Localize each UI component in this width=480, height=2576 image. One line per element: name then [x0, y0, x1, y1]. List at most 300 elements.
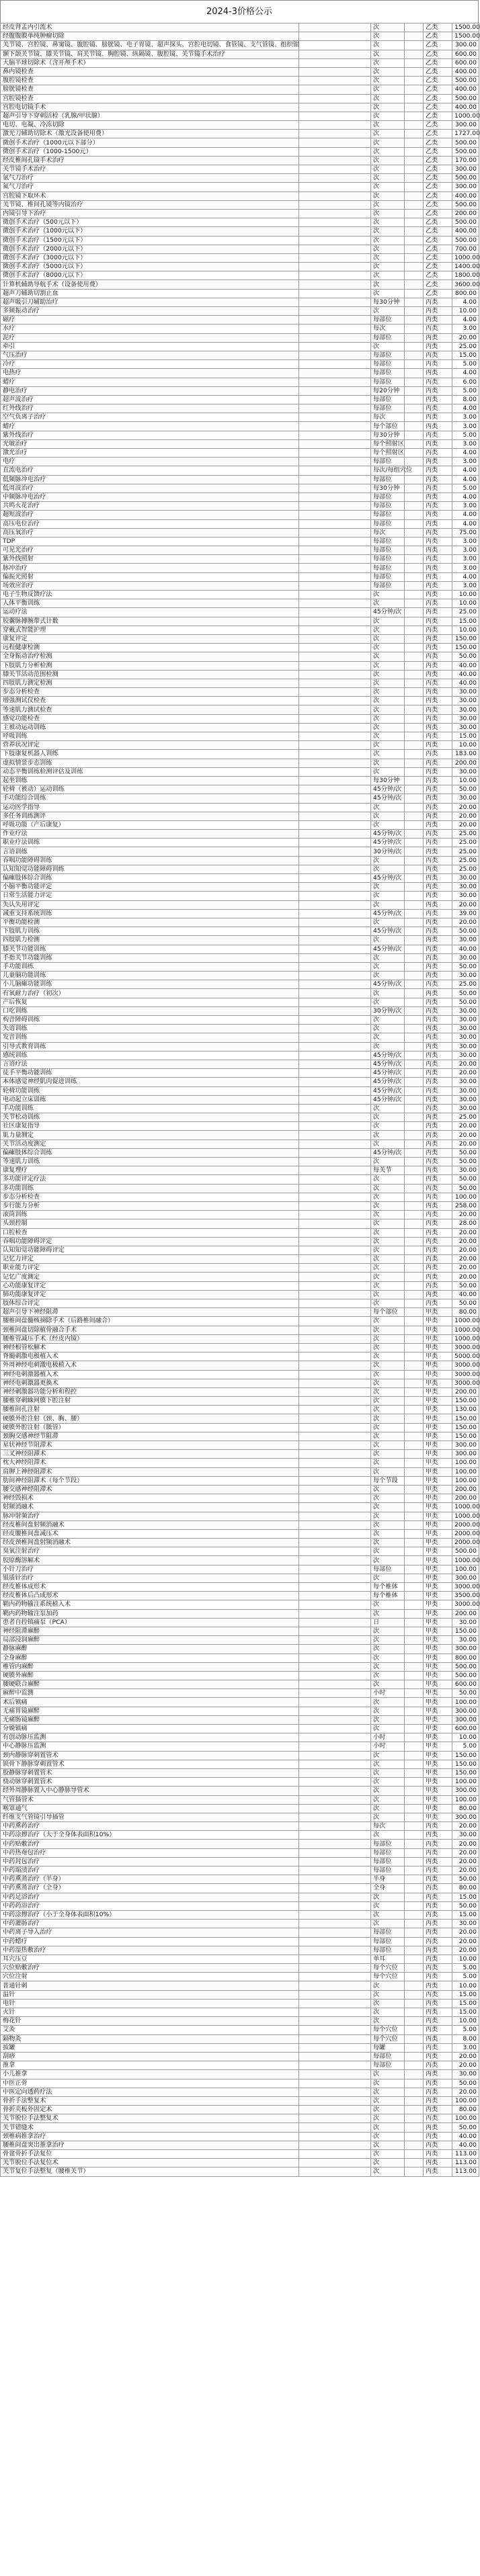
price-cell: 3000.00 [452, 1370, 479, 1379]
unit-cell: 次 [371, 1680, 405, 1689]
category-cell: 丙类 [424, 1025, 452, 1033]
item-name-cell: 关节脱位手法复位术 [1, 2159, 299, 2167]
table-row [1, 1193, 479, 1201]
spacer-cell [405, 1193, 424, 1201]
category-cell: 丙类 [424, 1264, 452, 1273]
item-note-cell [299, 1725, 371, 1733]
price-cell: 50.00 [452, 1689, 479, 1698]
price-cell: 30.00 [452, 1618, 479, 1627]
table-row [1, 103, 479, 112]
item-note-cell [299, 1866, 371, 1875]
spacer-cell [405, 395, 424, 404]
table-row [1, 1051, 479, 1060]
unit-cell: 45分钟/次 [371, 785, 405, 794]
price-cell: 25.00 [452, 856, 479, 865]
item-note-cell [299, 847, 371, 856]
item-name-cell: 宫腔电切镜手术 [1, 103, 299, 112]
price-cell: 300.00 [452, 1645, 479, 1654]
unit-cell: 次 [371, 1211, 405, 1219]
item-name-cell: 中药涂擦治疗（大于全身体表面积10%） [1, 1831, 299, 1840]
item-note-cell [299, 1671, 371, 1680]
unit-cell: 次 [371, 1131, 405, 1140]
spacer-cell [405, 1476, 424, 1485]
spacer-cell [405, 1742, 424, 1751]
category-cell: 丙类 [424, 1946, 452, 1955]
item-name-cell: 中药足浴治疗 [1, 1893, 299, 1901]
unit-cell: 次 [371, 1184, 405, 1193]
unit-cell: 每个穴位 [371, 2026, 405, 2034]
item-note-cell [299, 776, 371, 785]
item-name-cell: 平衡功能检测 [1, 918, 299, 927]
item-note-cell [299, 874, 371, 883]
spacer-cell [405, 1831, 424, 1840]
category-cell: 丙类 [424, 1069, 452, 1078]
spacer-cell [405, 989, 424, 998]
table-row [1, 1334, 479, 1343]
category-cell: 丙类 [424, 1148, 452, 1157]
item-name-cell: 场效应治疗 [1, 581, 299, 590]
spacer-cell [405, 492, 424, 501]
table-row [1, 1822, 479, 1831]
spacer-cell [405, 41, 424, 50]
table-row [1, 2159, 479, 2167]
price-cell: 20.00 [452, 2088, 479, 2096]
table-row [1, 1122, 479, 1131]
unit-cell: 次 [371, 918, 405, 927]
unit-cell: 次 [371, 1281, 405, 1290]
item-name-cell: 鼻内镜检查 [1, 67, 299, 76]
table-row [1, 741, 479, 750]
item-name-cell: 增强测试仪检查 [1, 697, 299, 705]
unit-cell: 30分钟/次 [371, 1006, 405, 1015]
spacer-cell [405, 892, 424, 900]
price-cell: 40.00 [452, 679, 479, 687]
item-note-cell [299, 333, 371, 342]
table-row [1, 351, 479, 359]
price-cell: 10.00 [452, 2017, 479, 2026]
category-cell: 甲类 [424, 1423, 452, 1432]
item-note-cell [299, 1264, 371, 1273]
unit-cell: 次 [371, 94, 405, 103]
item-name-cell: 无痛肠镜麻醉 [1, 1715, 299, 1724]
category-cell: 甲类 [424, 1308, 452, 1317]
spacer-cell [405, 77, 424, 85]
spacer-cell [405, 1857, 424, 1866]
unit-cell: 次 [371, 209, 405, 218]
category-cell: 丙类 [424, 2026, 452, 2034]
unit-cell: 次 [371, 271, 405, 280]
item-name-cell: 言语疗法 [1, 1060, 299, 1068]
category-cell: 丙类 [424, 626, 452, 634]
category-cell: 丙类 [424, 351, 452, 359]
price-cell: 30.00 [452, 723, 479, 732]
table-row [1, 1999, 479, 2008]
price-cell: 30.00 [452, 1006, 479, 1015]
spacer-cell [405, 1866, 424, 1875]
item-name-cell: 感觉功能检查 [1, 714, 299, 723]
price-cell: 3.00 [452, 581, 479, 590]
item-note-cell [299, 1627, 371, 1635]
price-cell: 150.00 [452, 1397, 479, 1406]
spacer-cell [405, 1406, 424, 1414]
unit-cell: 次 [371, 883, 405, 892]
item-name-cell: 牵引 [1, 342, 299, 351]
category-cell: 丙类 [424, 2159, 452, 2167]
table-row [1, 599, 479, 608]
price-cell: 3000.00 [452, 1600, 479, 1609]
unit-cell: 每部位 [371, 511, 405, 519]
category-cell: 丙类 [424, 484, 452, 492]
category-cell: 丙类 [424, 1910, 452, 1919]
category-cell: 丙类 [424, 422, 452, 431]
price-cell: 113.00 [452, 2150, 479, 2159]
category-cell: 丙类 [424, 1237, 452, 1246]
table-row [1, 591, 479, 599]
item-note-cell [299, 2141, 371, 2149]
spacer-cell [405, 1228, 424, 1237]
item-note-cell [299, 209, 371, 218]
category-cell: 丙类 [424, 909, 452, 918]
unit-cell: 次 [371, 1795, 405, 1804]
table-row [1, 1379, 479, 1387]
item-note-cell [299, 1281, 371, 1290]
price-cell: 20.00 [452, 1069, 479, 1078]
category-cell: 丙类 [424, 759, 452, 767]
table-row [1, 1450, 479, 1459]
item-note-cell [299, 1733, 371, 1742]
category-cell: 甲类 [424, 1795, 452, 1804]
item-note-cell [299, 1334, 371, 1343]
item-name-cell: 颞下颌关节镜、膝关节镜、肩关节镜、胸腔镜、纵隔镜、腹腔镜、关节镜手术治疗 [1, 50, 299, 58]
price-cell: 100.00 [452, 1698, 479, 1707]
item-note-cell [299, 1751, 371, 1760]
item-note-cell [299, 2034, 371, 2043]
unit-cell: 次 [371, 989, 405, 998]
item-note-cell [299, 1078, 371, 1086]
unit-cell: 次 [371, 1353, 405, 1361]
spacer-cell [405, 1237, 424, 1246]
table-row [1, 1857, 479, 1866]
table-row [1, 147, 479, 156]
price-cell: 3.00 [452, 413, 479, 422]
spacer-cell [405, 1343, 424, 1352]
spacer-cell [405, 1751, 424, 1760]
spacer-cell [405, 1494, 424, 1503]
item-name-cell: 运动医学指导 [1, 803, 299, 812]
unit-cell: 45分钟/次 [371, 608, 405, 617]
spacer-cell [405, 1104, 424, 1113]
spacer-cell [405, 1326, 424, 1334]
table-row [1, 1237, 479, 1246]
item-note-cell [299, 661, 371, 670]
category-cell: 丙类 [424, 1999, 452, 2008]
spacer-cell [405, 263, 424, 271]
item-note-cell [299, 670, 371, 679]
unit-cell: 每部位 [371, 581, 405, 590]
spacer-cell [405, 351, 424, 359]
item-note-cell [299, 591, 371, 599]
item-name-cell: 微创手术治疗（1000-1500元） [1, 147, 299, 156]
item-name-cell: 经皮肾盂内引流术 [1, 24, 299, 32]
item-name-cell: 超声引导下穿刺活检（乳腺/甲状腺） [1, 112, 299, 120]
price-cell: 50.00 [452, 1158, 479, 1166]
table-row [1, 1140, 479, 1148]
category-cell: 丙类 [424, 767, 452, 776]
spacer-cell [405, 378, 424, 386]
unit-cell: 次 [371, 280, 405, 289]
table-row [1, 803, 479, 812]
item-note-cell [299, 1831, 371, 1840]
spacer-cell [405, 386, 424, 395]
spacer-cell [405, 847, 424, 856]
item-name-cell: 关节镜手术治疗 [1, 165, 299, 174]
category-cell: 甲类 [424, 1414, 452, 1423]
table-row [1, 2026, 479, 2034]
table-row [1, 830, 479, 839]
price-cell: 500.00 [452, 77, 479, 85]
spacer-cell [405, 1485, 424, 1494]
item-note-cell [299, 67, 371, 76]
spacer-cell [405, 1334, 424, 1343]
table-row [1, 1733, 479, 1742]
category-cell: 乙类 [424, 263, 452, 271]
price-cell: 50.00 [452, 1281, 479, 1290]
item-name-cell: 脉冲治疗 [1, 564, 299, 572]
item-note-cell [299, 644, 371, 652]
unit-cell: 次 [371, 156, 405, 165]
item-name-cell: 中频脉冲电治疗 [1, 492, 299, 501]
unit-cell: 每个部位 [371, 422, 405, 431]
table-row [1, 1246, 479, 1254]
unit-cell: 每部位 [371, 333, 405, 342]
spacer-cell [405, 2167, 424, 2176]
table-row [1, 1618, 479, 1627]
price-cell: 170.00 [452, 156, 479, 165]
spacer-cell [405, 1140, 424, 1148]
spacer-cell [405, 333, 424, 342]
spacer-cell [405, 1503, 424, 1512]
spacer-cell [405, 546, 424, 555]
category-cell: 丙类 [424, 1299, 452, 1308]
table-row [1, 1671, 479, 1680]
item-note-cell [299, 1804, 371, 1813]
unit-cell: 次 [371, 1246, 405, 1254]
price-cell: 1800.00 [452, 271, 479, 280]
spacer-cell [405, 1556, 424, 1565]
table-row [1, 431, 479, 439]
unit-cell: 次 [371, 1317, 405, 1326]
table-row [1, 1920, 479, 1928]
spacer-cell [405, 1645, 424, 1654]
table-row [1, 1778, 479, 1787]
unit-cell: 每30分钟 [371, 298, 405, 306]
table-row [1, 980, 479, 989]
price-cell: 300.00 [452, 165, 479, 174]
item-note-cell [299, 475, 371, 484]
item-note-cell [299, 1387, 371, 1396]
item-note-cell [299, 41, 371, 50]
item-note-cell [299, 1113, 371, 1122]
table-row [1, 723, 479, 732]
price-cell: 3.00 [452, 325, 479, 333]
category-cell: 丙类 [424, 1990, 452, 1999]
price-cell: 400.00 [452, 85, 479, 94]
item-name-cell: 中药离子导入治疗 [1, 1928, 299, 1937]
item-name-cell: 肺功能康复评定 [1, 1290, 299, 1299]
item-name-cell: 中医正骨 [1, 2079, 299, 2088]
table-row [1, 1299, 479, 1308]
price-cell: 200.00 [452, 1494, 479, 1503]
unit-cell: 每关节 [371, 1166, 405, 1175]
table-row [1, 2167, 479, 2176]
item-note-cell [299, 1680, 371, 1689]
price-cell: 5.00 [452, 484, 479, 492]
table-row [1, 626, 479, 634]
item-note-cell [299, 1237, 371, 1246]
spacer-cell [405, 679, 424, 687]
item-name-cell: 中药熏蒸治疗（半身） [1, 1875, 299, 1884]
item-note-cell [299, 1414, 371, 1423]
unit-cell: 每部位 [371, 1848, 405, 1857]
spacer-cell [405, 1095, 424, 1104]
unit-cell: 次 [371, 634, 405, 643]
unit-cell: 次 [371, 856, 405, 865]
category-cell: 丙类 [424, 378, 452, 386]
item-note-cell [299, 803, 371, 812]
category-cell: 丙类 [424, 1104, 452, 1113]
item-name-cell: 高压氧治疗 [1, 528, 299, 537]
category-cell: 丙类 [424, 1973, 452, 1981]
price-cell: 8.00 [452, 395, 479, 404]
spacer-cell [405, 50, 424, 58]
item-note-cell [299, 138, 371, 147]
table-row [1, 998, 479, 1006]
spacer-cell [405, 652, 424, 661]
unit-cell: 次 [371, 1042, 405, 1051]
table-row [1, 1131, 479, 1140]
table-row [1, 679, 479, 687]
category-cell: 甲类 [424, 1326, 452, 1334]
category-cell: 甲类 [424, 1441, 452, 1450]
price-cell: 30.00 [452, 936, 479, 945]
unit-cell: 次 [371, 2132, 405, 2141]
spacer-cell [405, 1361, 424, 1370]
item-name-cell: 穴位注射 [1, 1973, 299, 1981]
price-cell: 3.00 [452, 564, 479, 572]
table-row [1, 927, 479, 936]
table-row [1, 2034, 479, 2043]
category-cell: 乙类 [424, 85, 452, 94]
price-cell: 30.00 [452, 697, 479, 705]
unit-cell: 每个照射区 [371, 439, 405, 448]
item-note-cell [299, 839, 371, 847]
item-note-cell [299, 1193, 371, 1201]
item-name-cell: 小儿推拿 [1, 2070, 299, 2079]
category-cell: 乙类 [424, 121, 452, 130]
item-note-cell [299, 900, 371, 909]
unit-cell: 次 [371, 1406, 405, 1414]
unit-cell: 次 [371, 1778, 405, 1787]
category-cell: 丙类 [424, 1006, 452, 1015]
spacer-cell [405, 1042, 424, 1051]
price-cell: 30.00 [452, 705, 479, 714]
spacer-cell [405, 1627, 424, 1635]
category-cell: 乙类 [424, 130, 452, 138]
spacer-cell [405, 830, 424, 839]
item-name-cell: 手功能综合训练 [1, 794, 299, 803]
spacer-cell [405, 670, 424, 679]
spacer-cell [405, 1078, 424, 1086]
table-row [1, 2096, 479, 2105]
price-cell: 100.00 [452, 1459, 479, 1467]
table-row [1, 839, 479, 847]
price-cell: 20.00 [452, 900, 479, 909]
price-cell: 40.00 [452, 670, 479, 679]
spacer-cell [405, 360, 424, 369]
table-row [1, 77, 479, 85]
item-name-cell: 激光刀辅助切除术（激光设备使用费） [1, 130, 299, 138]
table-row [1, 1459, 479, 1467]
price-cell: 30.00 [452, 1078, 479, 1086]
table-row [1, 1592, 479, 1600]
spacer-cell [405, 439, 424, 448]
unit-cell: 次 [371, 1193, 405, 1201]
category-cell: 丙类 [424, 2061, 452, 2070]
table-row [1, 1547, 479, 1556]
unit-cell: 次 [371, 32, 405, 41]
category-cell: 乙类 [424, 280, 452, 289]
spacer-cell [405, 1955, 424, 1963]
price-cell: 50.00 [452, 989, 479, 998]
item-note-cell [299, 1893, 371, 1901]
item-note-cell [299, 972, 371, 980]
price-cell: 4.00 [452, 511, 479, 519]
table-row [1, 183, 479, 191]
category-cell: 丙类 [424, 776, 452, 785]
price-cell: 20.00 [452, 1237, 479, 1246]
item-name-cell: 职业疗法训练 [1, 839, 299, 847]
item-name-cell: 气压治疗 [1, 351, 299, 359]
item-note-cell [299, 1707, 371, 1715]
table-row [1, 138, 479, 147]
item-name-cell: 起坐训练 [1, 776, 299, 785]
category-cell: 乙类 [424, 156, 452, 165]
item-name-cell: 微创手术治疗（5000元以下） [1, 263, 299, 271]
item-note-cell [299, 227, 371, 236]
unit-cell: 次 [371, 1326, 405, 1334]
unit-cell: 次 [371, 750, 405, 759]
price-cell: 50.00 [452, 652, 479, 661]
item-note-cell [299, 1901, 371, 1910]
item-note-cell [299, 1432, 371, 1441]
unit-cell: 次 [371, 1520, 405, 1529]
category-cell: 丙类 [424, 2123, 452, 2132]
price-cell: 15.00 [452, 1893, 479, 1901]
item-note-cell [299, 289, 371, 298]
item-name-cell: 记忆广度测定 [1, 1273, 299, 1281]
unit-cell: 次 [371, 1787, 405, 1795]
unit-cell: 次 [371, 2159, 405, 2167]
unit-cell: 每个穴位 [371, 1964, 405, 1973]
price-cell: 500.00 [452, 138, 479, 147]
unit-cell: 次 [371, 1609, 405, 1618]
price-cell: 10.00 [452, 626, 479, 634]
item-note-cell [299, 32, 371, 41]
table-row [1, 200, 479, 209]
unit-cell: 次 [371, 1671, 405, 1680]
unit-cell: 次 [371, 1539, 405, 1547]
item-note-cell [299, 1884, 371, 1893]
